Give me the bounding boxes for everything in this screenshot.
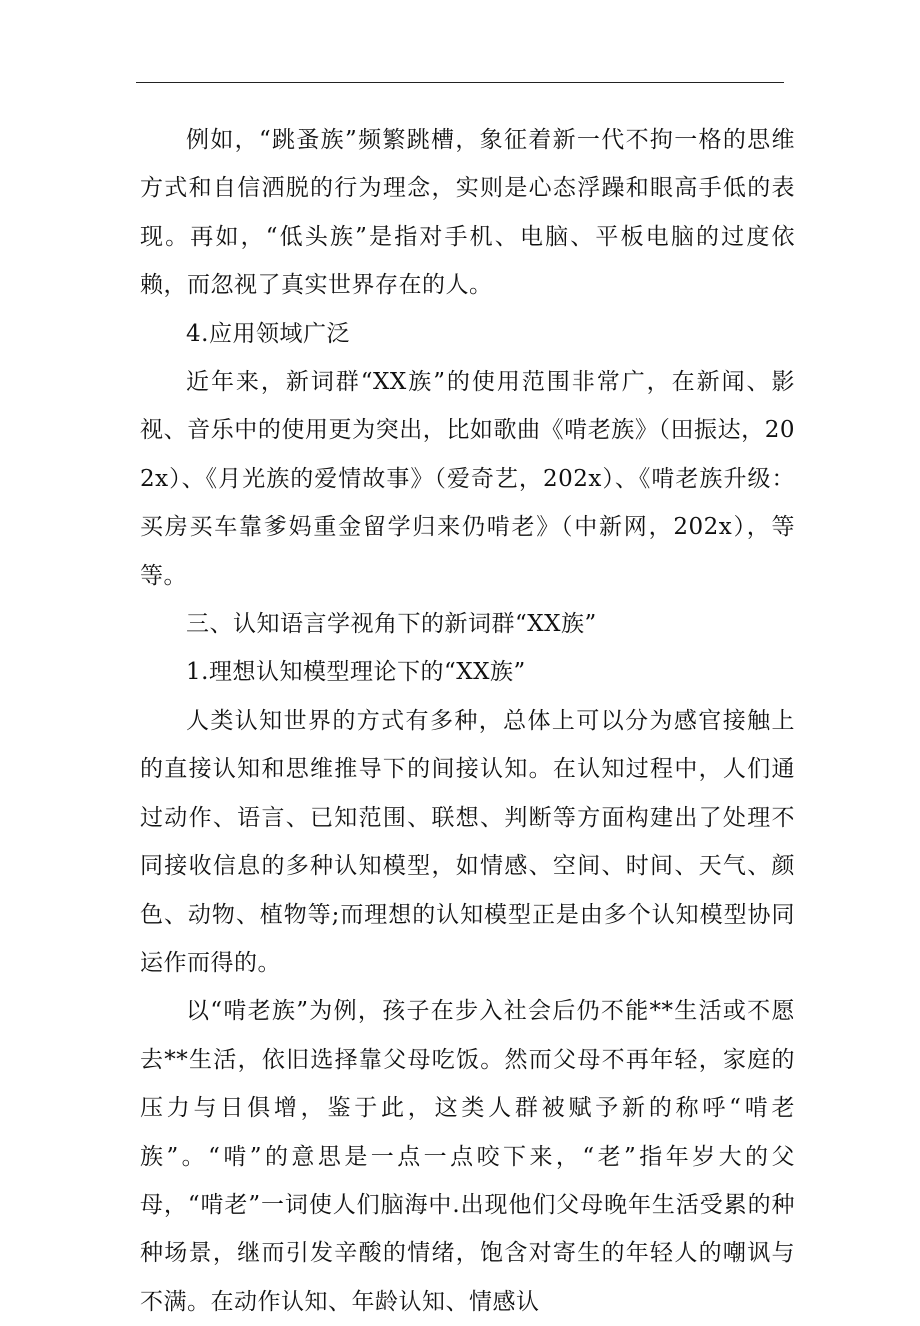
paragraph-human-cognition: 人类认知世界的方式有多种，总体上可以分为感官接触上的直接认知和思维推导下的间接认知。在认知过程中，人们通过动作、语言、已知范围、联想、判断等方面构建出了处理不同接收信息的多种认知模型，如情感、空间、时间、天气、颜色、动物、植物等;而理想的认知模型正是由多个认知模型协同运作而得的。 [140,707,795,976]
subheading-ideal-cognitive-model: 1.理想认知模型理论下的“XX族” [186,659,526,686]
paragraph-usage-range: 近年来，新词群“XX族”的使用范围非常广，在新闻、影视、音乐中的使用更为突出，比如歌曲《啃老族》（田振达，202x）、《月光族的爱情故事》（爱奇艺，202x）、《啃老族升级：买房买车靠爹妈重金留学归来仍啃老》（中新网，202x），等等。 [140,369,795,589]
section-heading-cognitive-linguistics: 三、认知语言学视角下的新词群“XX族” [186,611,597,638]
heading-application-domain: 4.应用领域广泛 [186,320,350,347]
paragraph-example-tiaozaozu: 例如，“跳蚤族”频繁跳槽，象征着新一代不拘一格的思维方式和自信洒脱的行为理念，实则是心态浮躁和眼高手低的表现。再如，“低头族”是指对手机、电脑、平板电脑的过度依赖，而忽视了真实世界存在的人。 [140,127,795,299]
paragraph-kenlaozu-example: 以“啃老族”为例，孩子在步入社会后仍不能**生活或不愿去**生活，依旧选择靠父母吃饭。然而父母不再年轻，家庭的压力与日俱增，鉴于此，这类人群被赋予新的称呼“啃老族”。“啃”的意思是一点一点咬下来，“老”指年岁大的父母，“啃老”一词使人们脑海中.出现他们父母晚年生活受累的种种场景，继而引发辛酸的情绪，饱含对寄生的年轻人的嘲讽与不满。在动作认知、年龄认知、情感认 [140,998,795,1315]
header-rule [136,82,784,83]
body-text [140,116,795,1326]
